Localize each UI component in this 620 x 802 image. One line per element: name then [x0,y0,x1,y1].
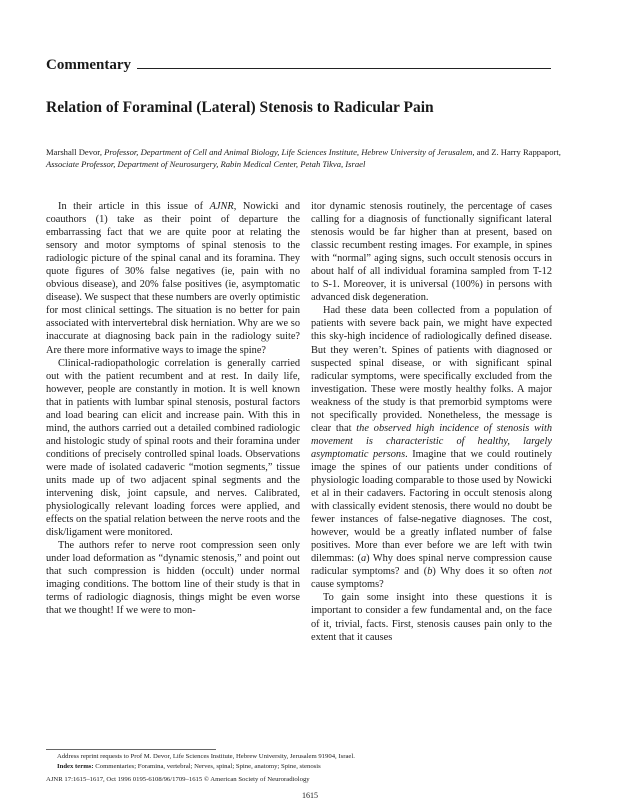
right-column [311,200,552,644]
emphasis: the observed high incidence of stenosis with movement is characteristic of healthy, largely asymptomatic persons [311,422,552,460]
paragraph: To gain some insight into these questions it is important to consider a few fundamental and, on the face of it, trivial, facts. First, stenosis causes pain only to the extent that it causes [311,592,552,643]
article-title: Relation of Foraminal (Lateral) Stenosis to Radicular Pain [46,99,434,116]
author2-affiliation: Associate Professor, Department of Neurosurgery, Rabin Medical Center, Petah Tikva, Israel [46,159,366,170]
byline [46,146,566,170]
paragraph: Clinical-radiopathologic correlation is generally carried out with the patient recumbent and at rest. In daily life, however, people are constantly in motion. It is well known that in patients with lumbar spinal stenosis, postural factors and load bearing can elicit and increase pain. With this in mind, the authors carried out a detailed combined radiologic and histologic study of spinal roots and their foramina under conditions of precisely controlled spinal loads. Observations were made of isolated cadaveric “motion segments,” tissue units made up of two adjacent spinal segments and the intervening disk, joint capsule, and nerves. Calibrated, physiologically relevant loading forces were applied, and effects on the spatial relation between the nerve roots and the disk/ligament were monitored. [46,357,300,539]
footnote-rule [46,749,216,750]
footnote [57,752,557,772]
byline-connector: and Z. Harry Rappaport, [474,147,561,157]
author1-name: Marshall Devor, [46,147,105,157]
paragraph: In their article in this issue of AJNR, Nowicki and coauthors (1) take as their point of departure the embarrassing fact that we are quite poor at relating the sensory and motor symptoms of spinal stenosis to the radiologic picture of the spinal canal and its foramina. They quote figures of 30% false negatives (ie, pain with no obvious disease), and 20% false positives (ie, asymptomatic disease). We suspect that these numbers are overly optimistic for most clinical settings. The situation is no better for pain associated with intervertebral disk herniation. Why are we so inaccurate at diagnosing back pain in the radiology suite? Are there more informative ways to image the spine? [46,201,300,356]
left-column [46,200,300,618]
page-number: 1615 [302,791,318,800]
emphasis: not [538,566,552,578]
paragraph: Had these data been collected from a population of patients with severe back pain, we might have expected this sky-high incidence of radiologically defined disease. But they weren’t. Spines of patients with diagnosed or suspected spinal disease, or with significant spinal radicular symptoms, were specifically excluded from the investigation. These were mostly healthy folks. A major weakness of the study is that premorbid symptoms were not specifically provided. Nonetheless, the message is clear that the observed high incidence of stenosis with movement is characteristic of healthy, largely asymptomatic persons. Imagine that we could routinely image the spines of our patients under conditions of physiologic loading comparable to those used by Nowicki et al in their cadavers. Factoring in occult stenosis along with classically evident stenosis, there would no doubt be fewer instances of false-negative diagnoses. The cost, however, would be a greatly inflated number of false positives. More than ever before we are left with twin dilemmas: (a) Why does spinal nerve compression cause radicular symptoms? and (b) Why does it so often not cause symptoms? [311,305,552,591]
citation-line: AJNR 17:1615–1617, Oct 1996 0195-6108/96/1709–1615 © American Society of Neuroradiology [46,776,310,783]
section-header [46,57,551,77]
section-label: Commentary [46,57,137,74]
paragraph: itor dynamic stenosis routinely, the percentage of cases calling for a diagnosis of functionally significant lateral stenosis would be far higher than at present, based on classic recumbent resting images. For example, in spines with “normal” aging signs, such occult stenosis occurs in about half of all individual foramina sampled from T-12 to S-1. Moreover, it is universal (100%) in persons with advanced disk degeneration. [311,201,552,304]
paragraph: The authors refer to nerve root compression seen only under load deformation as “dynamic stenosis,” and point out that such compression is hidden (occult) under normal imaging conditions. The bottom line of their study is that in terms of radiologic diagnosis, things might be even worse that we thought! If we were to mon- [46,540,300,617]
index-terms: Index terms: Commentaries; Foramina, vertebral; Nerves, spinal; Spine, anatomy; Spine, stenosis [57,762,321,770]
reprint-address: Address reprint requests to Prof M. Devor, Life Sciences Institute, Hebrew University, Jerusalem 91904, Israel. [57,753,355,760]
author1-affiliation: Professor, Department of Cell and Animal Biology, Life Sciences Institute, Hebrew University of Jerusalem, [104,147,475,157]
journal-name: AJNR [209,201,234,212]
